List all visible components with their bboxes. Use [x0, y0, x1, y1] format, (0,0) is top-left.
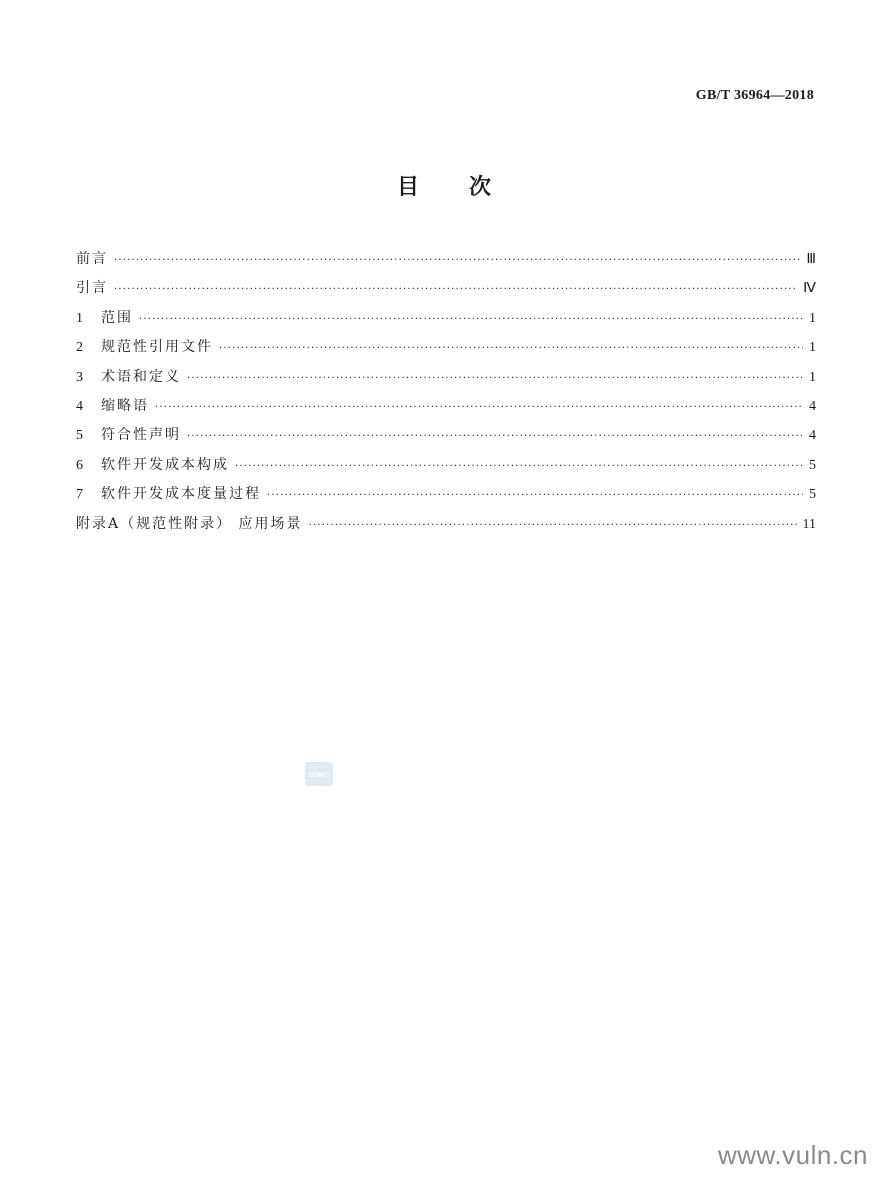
toc-entry-page: Ⅲ — [806, 252, 816, 267]
toc-entry[interactable] — [76, 454, 816, 483]
toc-leader-dots — [114, 255, 800, 266]
toc-entry[interactable] — [76, 307, 816, 336]
toc-entry-number: 7 — [76, 487, 83, 503]
toc-entry-page: 1 — [809, 310, 816, 326]
toc-entry[interactable] — [76, 424, 816, 453]
page-title: 目次 — [396, 175, 541, 200]
toc-entry-label: 缩略语 — [101, 397, 149, 414]
toc-entry-page: 11 — [802, 516, 816, 532]
toc-entry[interactable] — [76, 336, 816, 365]
svg-text:SDMC: SDMC — [308, 772, 330, 779]
toc-entry[interactable] — [76, 483, 816, 512]
toc-entry[interactable] — [76, 395, 816, 424]
standard-number: GB/T 36964—2018 — [695, 88, 814, 103]
toc-entry[interactable] — [76, 366, 816, 395]
toc-entry-page: 4 — [809, 428, 816, 444]
toc-entry-page: 1 — [809, 369, 816, 385]
toc-entry-label: 引言 — [76, 280, 108, 297]
toc-leader-dots — [155, 402, 803, 413]
toc-entry[interactable] — [76, 513, 816, 542]
toc-entry-page: 5 — [809, 457, 816, 473]
toc-entry-label: 规范性引用文件 — [101, 339, 213, 356]
toc-entry-number: 6 — [76, 457, 83, 473]
toc-entry-page: 4 — [809, 398, 816, 414]
watermark-logo-icon — [305, 762, 333, 786]
toc-entry[interactable] — [76, 277, 816, 306]
toc-entry-number: 2 — [76, 340, 83, 356]
toc-entry-label: 符合性声明 — [101, 427, 181, 444]
toc-leader-dots — [187, 373, 803, 384]
toc-leader-dots — [187, 431, 803, 442]
toc-entry-label: 软件开发成本构成 — [101, 456, 229, 473]
toc-entry-page: Ⅳ — [803, 281, 816, 297]
toc-leader-dots — [219, 343, 803, 354]
toc-leader-dots — [309, 520, 797, 531]
toc-entry[interactable] — [76, 248, 816, 277]
toc-entry-label: 术语和定义 — [101, 368, 181, 385]
toc-leader-dots — [235, 461, 803, 472]
table-of-contents — [76, 248, 816, 542]
toc-entry-label: 软件开发成本度量过程 — [101, 486, 261, 503]
toc-leader-dots — [267, 490, 803, 501]
toc-entry-page: 1 — [809, 340, 816, 356]
toc-leader-dots — [139, 314, 803, 325]
toc-entry-label: 前言 — [76, 251, 108, 267]
toc-entry-number: 1 — [76, 310, 83, 326]
toc-entry-label: 范围 — [101, 309, 133, 326]
toc-entry-label: 附录A（规范性附录） 应用场景 — [76, 515, 303, 532]
site-watermark: www.vuln.cn — [718, 1140, 868, 1170]
toc-entry-number: 5 — [76, 428, 83, 444]
toc-entry-page: 5 — [809, 487, 816, 503]
toc-entry-number: 4 — [76, 398, 83, 414]
toc-entry-number: 3 — [76, 369, 83, 385]
toc-leader-dots — [114, 284, 797, 295]
